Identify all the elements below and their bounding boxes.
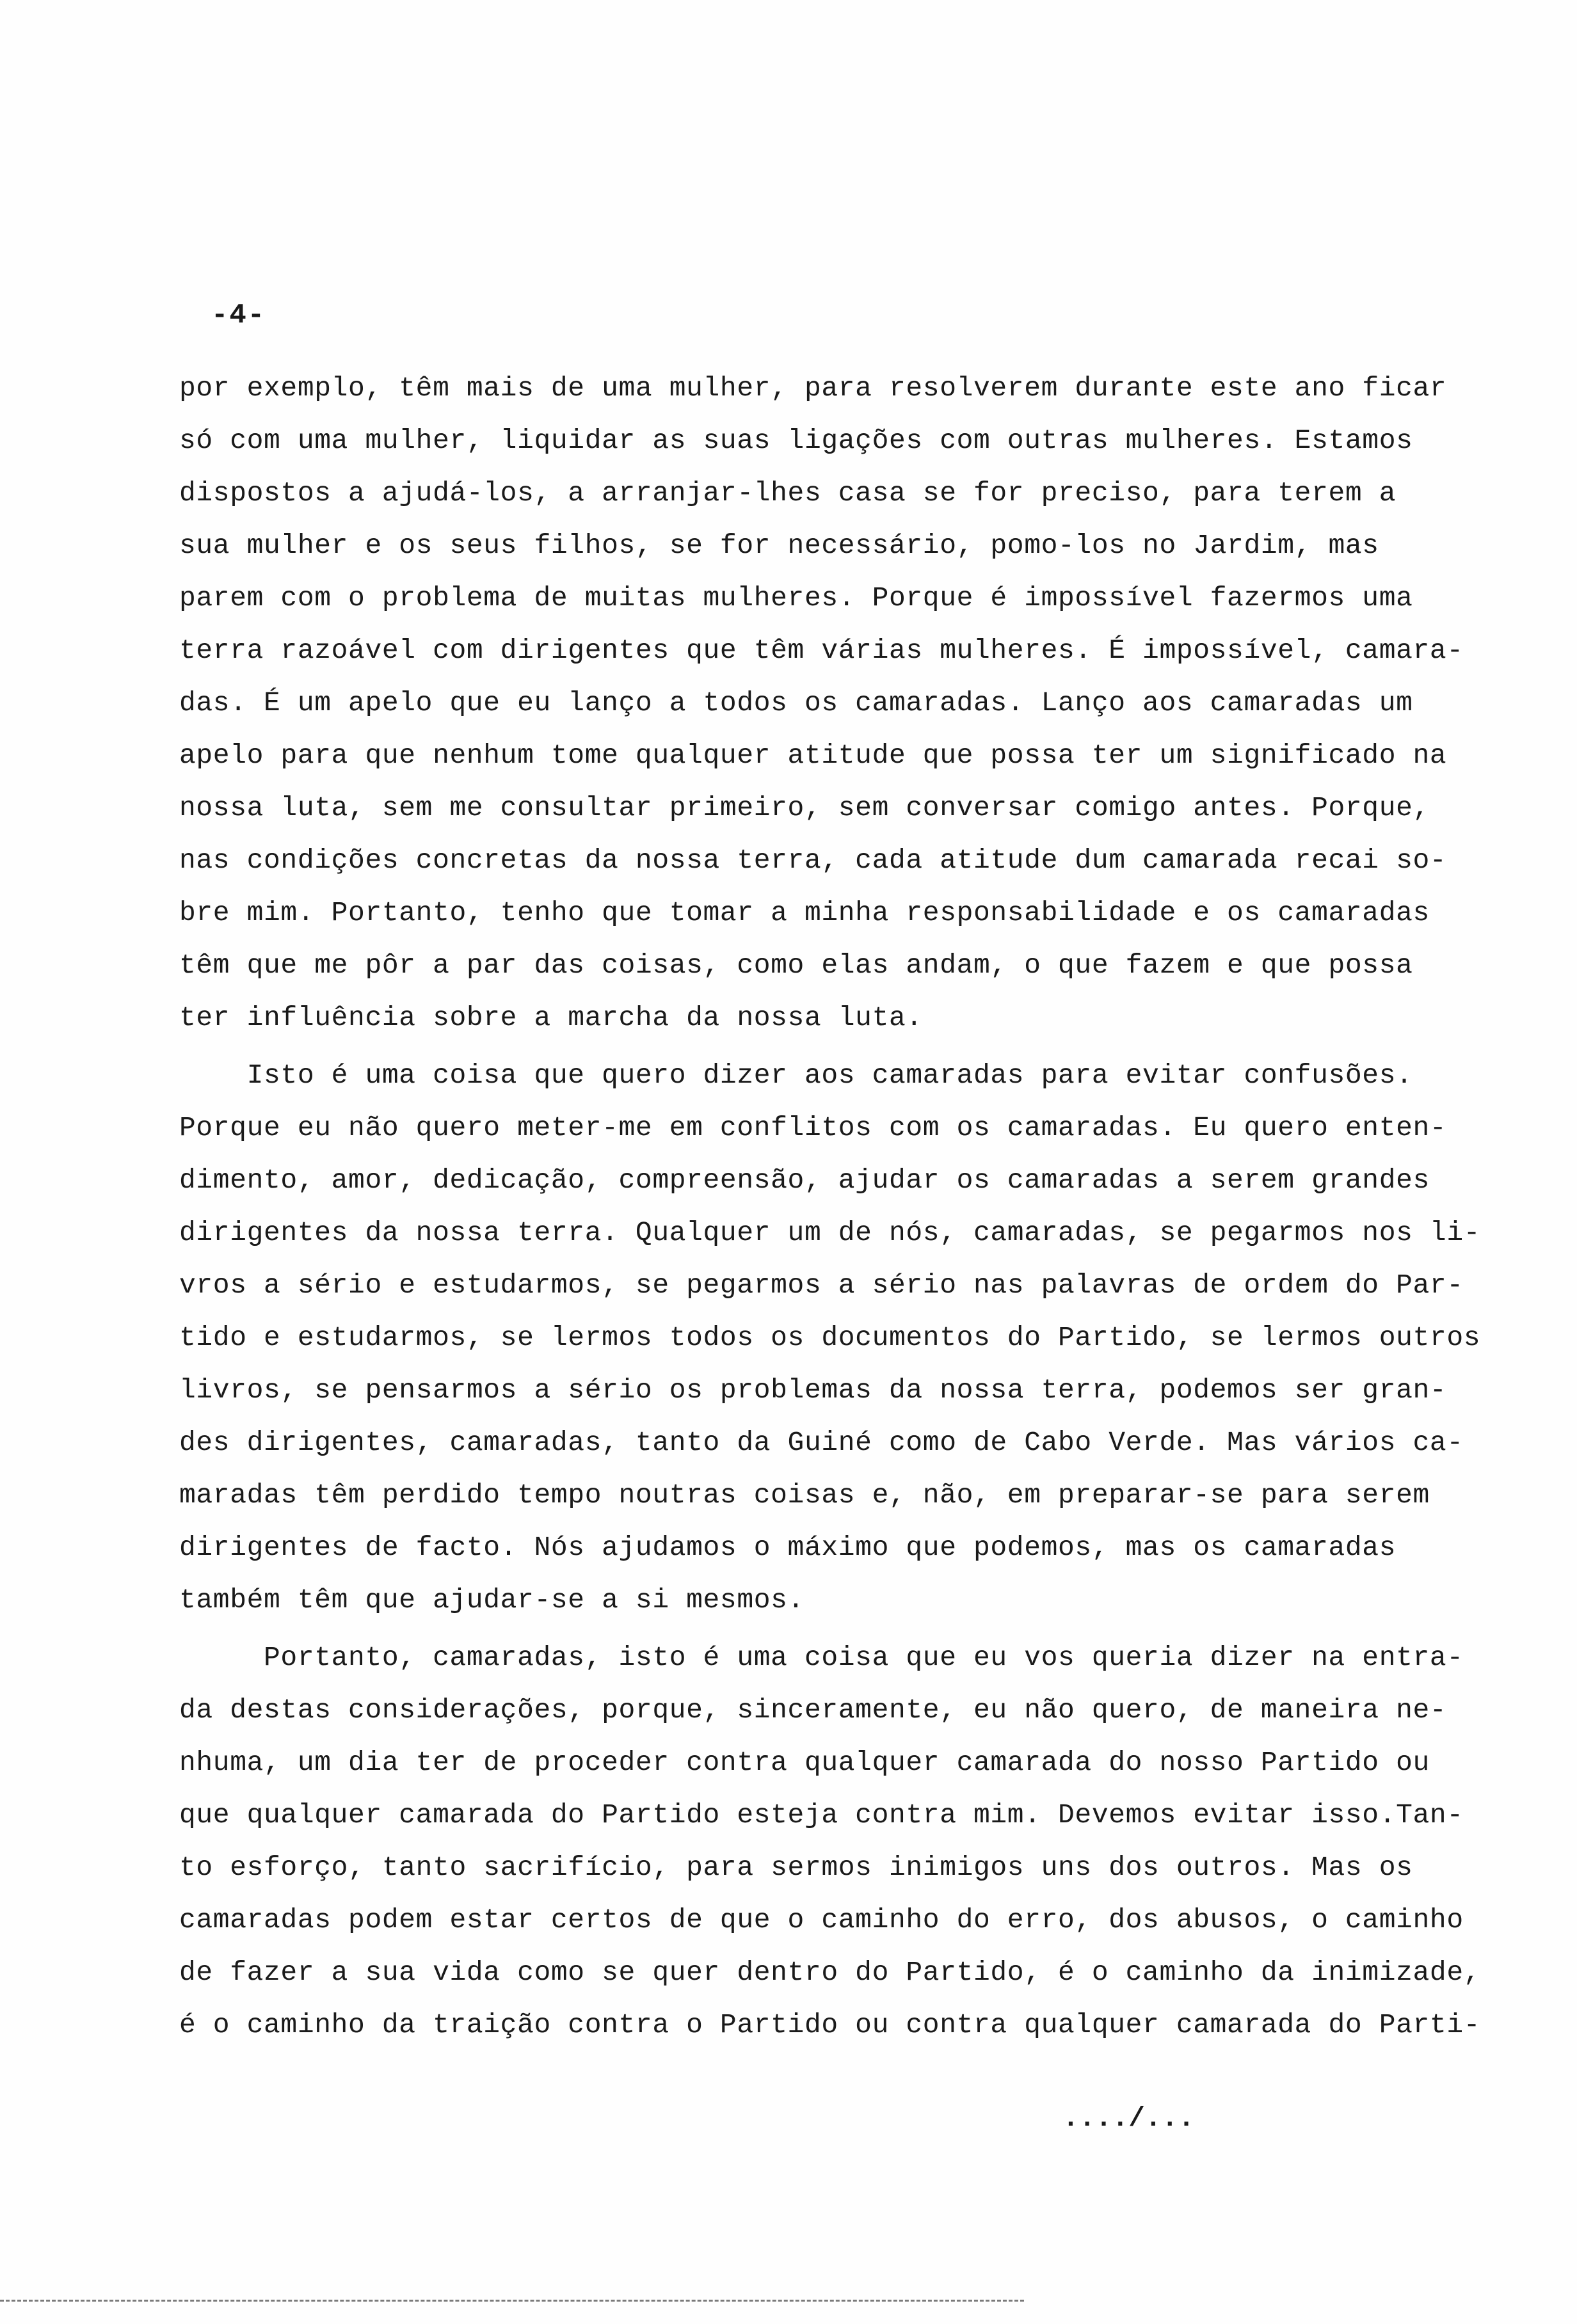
text-line: nas condições concretas da nossa terra, cada atitude dum camarada recai so-: [179, 845, 1447, 876]
text-line: dispostos a ajudá-los, a arranjar-lhes casa se for preciso, para terem a: [179, 477, 1397, 509]
text-line: bre mim. Portanto, tenho que tomar a minha responsabilidade e os camaradas: [179, 897, 1430, 928]
text-line: das. É um apelo que eu lanço a todos os camaradas. Lanço aos camaradas um: [179, 687, 1413, 719]
text-line: dirigentes da nossa terra. Qualquer um de nós, camaradas, se pegarmos nos li-: [179, 1217, 1481, 1248]
text-line: têm que me pôr a par das coisas, como elas andam, o que fazem e que possa: [179, 950, 1413, 981]
text-line: maradas têm perdido tempo noutras coisas e, não, em preparar-se para serem: [179, 1479, 1430, 1511]
paragraph-1: [179, 362, 1464, 1044]
scan-edge-line: [0, 2300, 1024, 2302]
text-line: dimento, amor, dedicação, compreensão, ajudar os camaradas a serem grandes: [179, 1165, 1430, 1196]
text-line: só com uma mulher, liquidar as suas ligações com outras mulheres. Estamos: [179, 425, 1413, 456]
text-line: tido e estudarmos, se lermos todos os documentos do Partido, se lermos outros: [179, 1322, 1481, 1353]
text-line: Portanto, camaradas, isto é uma coisa que eu vos queria dizer na entra-: [179, 1642, 1464, 1673]
paragraph-2: [179, 1049, 1481, 1627]
text-line: nossa luta, sem me consultar primeiro, sem conversar comigo antes. Porque,: [179, 792, 1430, 824]
text-line: terra razoável com dirigentes que têm várias mulheres. É impossível, camara-: [179, 635, 1464, 666]
text-line: Porque eu não quero meter-me em conflitos com os camaradas. Eu quero enten-: [179, 1112, 1447, 1143]
page-number: -4-: [211, 299, 266, 331]
text-line: parem com o problema de muitas mulheres. Porque é impossível fazermos uma: [179, 582, 1413, 614]
text-line: camaradas podem estar certos de que o caminho do erro, dos abusos, o caminho: [179, 1904, 1464, 1936]
text-line: que qualquer camarada do Partido esteja contra mim. Devemos evitar isso.Tan-: [179, 1799, 1464, 1831]
text-line: nhuma, um dia ter de proceder contra qualquer camarada do nosso Partido ou: [179, 1747, 1430, 1778]
text-line: Isto é uma coisa que quero dizer aos camaradas para evitar confusões.: [179, 1060, 1413, 1091]
text-line: apelo para que nenhum tome qualquer atitude que possa ter um significado na: [179, 740, 1447, 771]
text-line: to esforço, tanto sacrifício, para sermos inimigos uns dos outros. Mas os: [179, 1852, 1413, 1883]
text-line: sua mulher e os seus filhos, se for necessário, pomo-los no Jardim, mas: [179, 530, 1379, 561]
text-line: des dirigentes, camaradas, tanto da Guiné como de Cabo Verde. Mas vários ca-: [179, 1427, 1464, 1458]
text-line: livros, se pensarmos a sério os problemas da nossa terra, podemos ser gran-: [179, 1374, 1447, 1406]
text-line: também têm que ajudar-se a si mesmos.: [179, 1584, 805, 1616]
text-line: vros a sério e estudarmos, se pegarmos a sério nas palavras de ordem do Par-: [179, 1269, 1464, 1301]
text-line: de fazer a sua vida como se quer dentro do Partido, é o caminho da inimizade,: [179, 1957, 1481, 1988]
text-line: por exemplo, têm mais de uma mulher, para resolverem durante este ano ficar: [179, 372, 1447, 404]
text-line: da destas considerações, porque, sinceramente, eu não quero, de maneira ne-: [179, 1694, 1447, 1726]
text-line: ter influência sobre a marcha da nossa luta.: [179, 1002, 923, 1033]
paragraph-3: [179, 1632, 1481, 2051]
text-line: é o caminho da traição contra o Partido ou contra qualquer camarada do Parti-: [179, 2009, 1481, 2041]
text-line: dirigentes de facto. Nós ajudamos o máximo que podemos, mas os camaradas: [179, 1532, 1397, 1563]
continuation-mark: ..../...: [1062, 2103, 1195, 2134]
